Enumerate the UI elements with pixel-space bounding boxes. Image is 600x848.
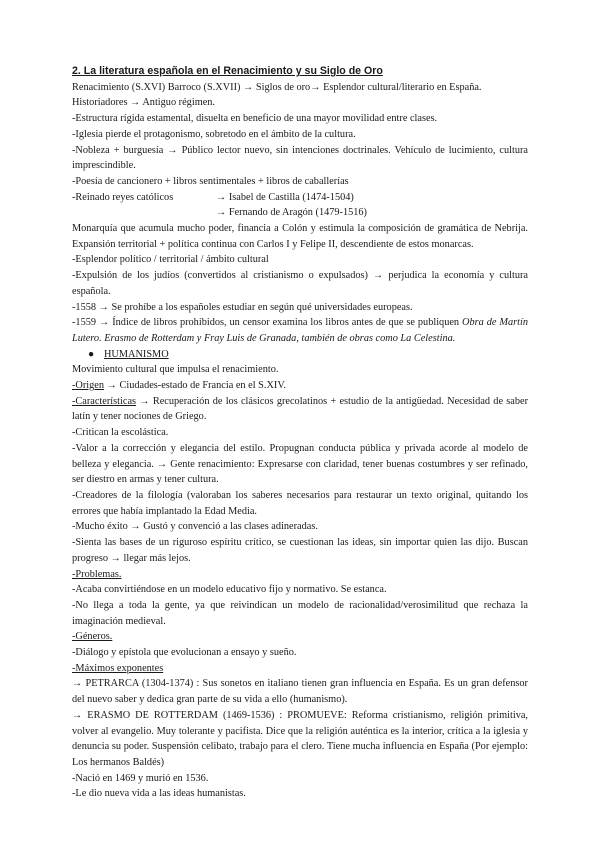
paragraph: -Sienta las bases de un riguroso espíritu crítico, se cuestionan las ideas, sin importar quien las dijo. Buscan progreso → llegar más lejos. bbox=[72, 537, 528, 564]
problemas-heading: -Problemas. bbox=[72, 568, 122, 580]
paragraph: -Iglesia pierde el protagonismo, sobretodo en el ámbito de la cultura. bbox=[72, 128, 356, 140]
caract-label: -Características bbox=[72, 395, 137, 407]
origen-text: → Ciudades-estado de Francia en el S.XIV. bbox=[104, 380, 286, 392]
paragraph: -Mucho éxito → Gustó y convenció a las clases adineradas. bbox=[72, 521, 318, 533]
reyes-row bbox=[72, 190, 528, 206]
paragraph: -Nació en 1469 y murió en 1536. bbox=[72, 772, 209, 784]
bullet-icon: ● bbox=[88, 348, 95, 360]
paragraph: -Acaba convirtiéndose en un modelo educativo fijo y normativo. Se estanca. bbox=[72, 584, 387, 596]
reyes-fernando: → Fernando de Aragón (1479-1516) bbox=[216, 207, 367, 219]
paragraph: → PETRARCA (1304-1374) : Sus sonetos en italiano tienen gran influencia en España. Es un gran defensor del nuevo saber y dedica gran parte de su vida a ello (humanismo). bbox=[72, 678, 528, 706]
reyes-label: -Reinado reyes católicos bbox=[72, 191, 174, 203]
paragraph: -Diálogo y epístola que evolucionan a ensayo y sueño. bbox=[72, 647, 297, 659]
document-page bbox=[72, 64, 528, 802]
humanismo-heading bbox=[72, 347, 528, 363]
paragraph bbox=[72, 378, 528, 394]
humanismo-label: HUMANISMO bbox=[104, 348, 169, 360]
paragraph: -Poesía de cancionero + libros sentimentales + libros de caballerías bbox=[72, 175, 349, 187]
paragraph: -Creadores de la filología (valoraban los saberes necesarios para restaurar un texto original, quitando los errores que había implantado la Edad Media. bbox=[72, 489, 528, 517]
paragraph: -Estructura rígida estamental, disuelta en beneficio de una mayor movilidad entre clases. bbox=[72, 113, 438, 125]
paragraph: -Expulsión de los judíos (convertidos al cristianismo o expulsados) → perjudica la economía y cultura española. bbox=[72, 270, 528, 297]
paragraph: Historiadores → Antiguo régimen. bbox=[72, 97, 215, 109]
paragraph: Renacimiento (S.XVI) Barroco (S.XVII) → Siglos de oro→ Esplendor cultural/literario en España. bbox=[72, 81, 482, 93]
paragraph: -No llega a toda la gente, ya que reivindican un modelo de racionalidad/verosimilitud que rechaza la imaginación medieval. bbox=[72, 599, 528, 627]
indice-text: -1559 → Índice de libros prohibidos, un censor examina los libros antes de que se publiquen bbox=[72, 317, 463, 329]
maximos-heading: -Máximos exponentes bbox=[72, 662, 164, 674]
paragraph: -1558 → Se prohíbe a los españoles estudiar en según qué universidades europeas. bbox=[72, 301, 413, 313]
paragraph bbox=[72, 315, 528, 346]
paragraph: Monarquía que acumula mucho poder, financia a Colón y estimula la composición de gramática de Nebrija. Expansión territorial + política continua con Carlos I y Felipe II, descendiente de estos monarcas. bbox=[72, 223, 528, 250]
paragraph: -Le dio nueva vida a las ideas humanistas. bbox=[72, 788, 246, 800]
origen-label: -Origen bbox=[72, 380, 105, 392]
caract-text: → Recuperación de los clásicos grecolatinos + estudio de la antigüedad. Necesidad de saber latín y tener nociones de Griego. bbox=[72, 395, 528, 423]
paragraph: -Nobleza + burguesía → Público lector nuevo, sin intenciones doctrinales. Vehículo de lucimiento, cultura imprescindible. bbox=[72, 144, 528, 172]
paragraph: -Valor a la corrección y elegancia del estilo. Propugnan conducta pública y privada acorde al modelo de belleza y elegancia. → Gente renacimiento: Expresarse con claridad, tener buenas costumbres y ser refinado, ser diestro en armas y tener cultura. bbox=[72, 442, 528, 486]
paragraph: -Critican la escolástica. bbox=[72, 427, 169, 439]
section-title: 2. La literatura española en el Renacimiento y su Siglo de Oro bbox=[72, 65, 383, 77]
indice-italic: Obra de Martín Lutero. Erasmo de Rotterdam y Fray Luis de Granada, también de obras como La Celestina. bbox=[72, 317, 528, 344]
paragraph: Movimiento cultural que impulsa el renacimiento. bbox=[72, 364, 279, 376]
paragraph: -Esplendor político / territorial / ámbito cultural bbox=[72, 254, 269, 266]
generos-heading: -Géneros. bbox=[72, 631, 113, 643]
paragraph bbox=[72, 394, 528, 425]
paragraph: → ERASMO DE ROTTERDAM (1469-1536) : PROMUEVE: Reforma cristianismo, religión primitiva, volver al evangelio. Muy tolerante y pacifista. Dice que la religión auténtica es la interior, crítica a la iglesia y denuncia su poder. Suspensión celibato, trabajo para el clero. Tiene mucha influencia en España (Por ejemplo: Los hermanos Baldés) bbox=[72, 709, 528, 768]
reyes-isabel: → Isabel de Castilla (1474-1504) bbox=[216, 191, 354, 203]
